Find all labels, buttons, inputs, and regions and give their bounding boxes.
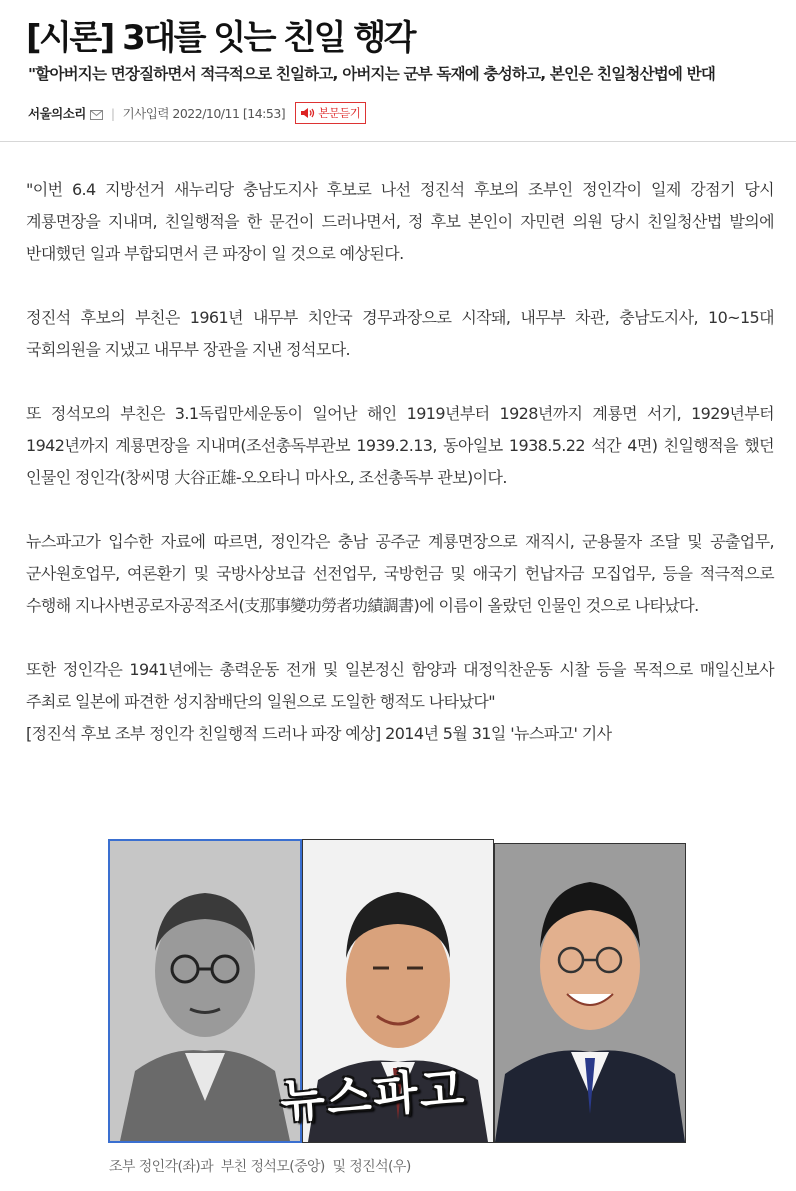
author-name[interactable]: 서울의소리: [28, 106, 86, 121]
article-paragraph: "이번 6.4 지방선거 새누리당 충남도지사 후보로 나선 정진석 후보의 조부인 정인각이 일제 강점기 당시 계룡면장을 지내며, 친일행적을 한 문건이 드러나면서, 정 후보 본인이 자민련 의원 당시 친일청산법 발의에 반대했던 일과 부합되면서 큰 파장이 일 것으로 예상된다.: [26, 180, 774, 263]
article-paragraph: 뉴스파고가 입수한 자료에 따르면, 정인각은 충남 공주군 계룡면장으로 재직시, 군용물자 조달 및 공출업무, 군사원호업무, 여론환기 및 국방사상보급 선전업무, 국방헌금 및 애국기 헌납자금 모집업무, 등을 적극적으로 수행해 지나사변공로자공적조서(支那事變功勞者功績調書)에 이름이 올랐던 인물인 것으로 나타났다.: [26, 532, 774, 615]
article-body: [26, 174, 774, 750]
speaker-icon: [300, 107, 316, 119]
article-meta: [28, 101, 366, 125]
photo-son: [494, 843, 686, 1143]
figure-caption: 조부 정인각(좌)과 부친 정석모(중앙) 및 정진석(우): [109, 1159, 411, 1175]
article-figure: [108, 839, 686, 1145]
photo-grandfather: [108, 839, 302, 1143]
photo-watermark: 뉴스파고: [278, 1061, 468, 1129]
article-paragraph: 또 정석모의 부친은 3.1독립만세운동이 일어난 해인 1919년부터 1928년까지 계룡면 서기, 1929년부터 1942년까지 계룡면장을 지내며(조선총독부관보 1939.2.13, 동아일보 1938.5.22 석간 4면) 친일행적을 했던 인물인 정인각(창씨명 大谷正雄-오오타니 마사오, 조선총독부 관보)이다.: [26, 404, 774, 487]
publish-date: 기사입력 2022/10/11 [14:53]: [122, 106, 286, 121]
article-title: [시론] 3대를 잇는 친일 행각: [26, 18, 415, 58]
mail-icon[interactable]: [90, 108, 103, 118]
article-paragraph: 정진석 후보의 부친은 1961년 내무부 치안국 경무과장으로 시작돼, 내무부 차관, 충남도지사, 10~15대 국회의원을 지냈고 내무부 장관을 지낸 정석모다.: [26, 308, 774, 359]
source-line: [정진석 후보 조부 정인각 친일행적 드러나 파장 예상] 2014년 5월 31일 '뉴스파고' 기사: [26, 724, 612, 743]
article-subtitle: "할아버지는 면장질하면서 적극적으로 친일하고, 아버지는 군부 독재에 충성하고, 본인은 친일청산법에 반대: [28, 65, 716, 83]
header-divider: [0, 141, 796, 142]
listen-button[interactable]: [295, 102, 366, 124]
article-paragraph: 또한 정인각은 1941년에는 총력운동 전개 및 일본정신 함양과 대정익찬운동 시찰 등을 목적으로 매일신보사 주최로 일본에 파견한 성지참배단의 일원으로 도일한 행적도 나타났다": [26, 660, 774, 711]
meta-separator: |: [110, 105, 115, 121]
listen-label: 본문듣기: [318, 108, 361, 120]
